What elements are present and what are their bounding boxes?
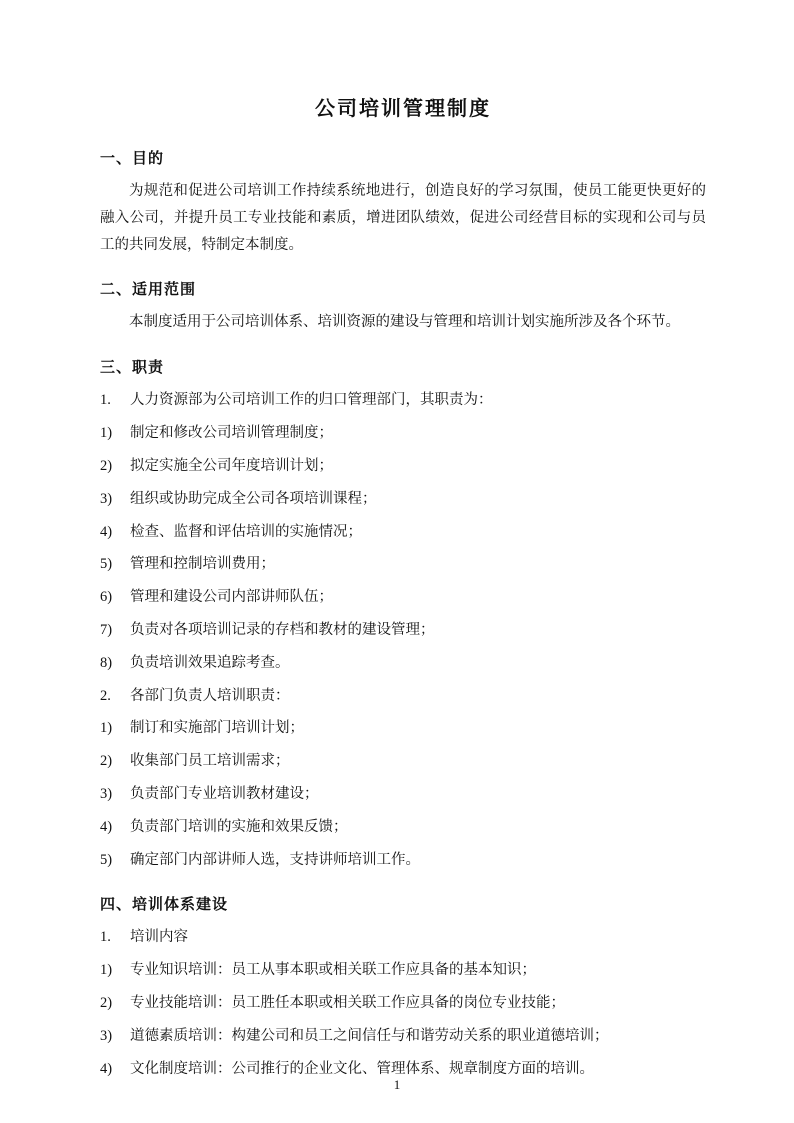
- list-text: 确定部门内部讲师人选，支持讲师培训工作。: [130, 851, 420, 868]
- list-text: 检查、监督和评估培训的实施情况；: [130, 523, 362, 540]
- list-marker: 4): [100, 1060, 113, 1077]
- list-item: [100, 584, 706, 611]
- list-marker: 4): [100, 818, 113, 835]
- list-marker: 7): [100, 621, 113, 638]
- list-marker: 2.: [100, 687, 111, 704]
- list-item: [100, 847, 706, 874]
- list-item: [100, 519, 706, 546]
- list-marker: 6): [100, 589, 113, 606]
- list-text: 负责对各项培训记录的存档和教材的建设管理；: [130, 621, 435, 638]
- list-text: 专业知识培训：员工从事本职或相关联工作应具备的基本知识；: [130, 962, 536, 979]
- list-item: [100, 387, 706, 414]
- section-heading: 一、目的: [100, 151, 165, 167]
- list-marker: 2): [100, 457, 113, 474]
- list-text: 组织或协助完成全公司各项培训课程；: [130, 490, 377, 507]
- list-item: [100, 1023, 706, 1050]
- list-marker: 1.: [100, 392, 111, 409]
- list-text: 负责部门专业培训教材建设；: [130, 786, 319, 802]
- list-text: 负责培训效果追踪考查。: [130, 654, 290, 671]
- document-title: 公司培训管理制度: [315, 98, 491, 120]
- list-marker: 3): [100, 490, 113, 507]
- list-item: [100, 748, 706, 775]
- list-text: 文化制度培训：公司推行的企业文化、管理体系、规章制度方面的培训。: [130, 1060, 594, 1077]
- list-item: [100, 814, 706, 841]
- list-text: 管理和建设公司内部讲师队伍；: [130, 589, 333, 606]
- list-item: [100, 420, 706, 447]
- list-marker: 3): [100, 1027, 113, 1044]
- list-item: [100, 957, 706, 984]
- list-text: 拟定实施全公司年度培训计划；: [130, 457, 333, 474]
- list-item: [100, 453, 706, 480]
- list-item: [100, 617, 706, 644]
- list-marker: 8): [100, 654, 113, 671]
- list-text: 各部门负责人培训职责：: [130, 687, 290, 704]
- list-item: [100, 924, 706, 951]
- paragraph: 为规范和促进公司培训工作持续系统地进行，创造良好的学习氛围，使员工能更快更好的融入公司，并提升员工专业技能和素质，增进团队绩效，促进公司经营目标的实现和公司与员工的共同发展，特制定本制度。: [100, 183, 706, 253]
- list-marker: 5): [100, 851, 113, 868]
- list-text: 管理和控制培训费用；: [130, 556, 275, 573]
- list-text: 收集部门员工培训需求；: [130, 753, 290, 770]
- list-text: 制订和实施部门培训计划；: [130, 720, 304, 737]
- list-marker: 1): [100, 962, 113, 979]
- list-marker: 1): [100, 720, 113, 737]
- paragraph: 本制度适用于公司培训体系、培训资源的建设与管理和培训计划实施所涉及各个环节。: [129, 314, 680, 331]
- list-item: [100, 715, 706, 742]
- list-text: 人力资源部为公司培训工作的归口管理部门，其职责为：: [130, 392, 493, 409]
- list-marker: 2): [100, 753, 113, 770]
- list-marker: 1.: [100, 929, 111, 946]
- list-text: 培训内容: [130, 929, 188, 946]
- list-marker: 4): [100, 523, 113, 540]
- list-item: [100, 551, 706, 578]
- section-heading: 四、培训体系建设: [100, 897, 229, 914]
- list-text: 制定和修改公司培训管理制度；: [130, 425, 333, 442]
- page-number: 1: [393, 1077, 401, 1092]
- list-item: [100, 650, 706, 677]
- list-text: 专业技能培训：员工胜任本职或相关联工作应具备的岗位专业技能；: [130, 995, 565, 1012]
- document-content: [100, 147, 706, 1083]
- section-heading: 三、职责: [100, 360, 165, 377]
- list-text: 负责部门培训的实施和效果反馈；: [130, 818, 348, 835]
- list-item: [100, 486, 706, 513]
- list-marker: 1): [100, 425, 113, 442]
- list-item: [100, 683, 706, 710]
- list-item: [100, 990, 706, 1017]
- list-marker: 3): [100, 786, 113, 802]
- section-heading: 二、适用范围: [100, 282, 197, 299]
- list-marker: 5): [100, 556, 113, 573]
- list-text: 道德素质培训：构建公司和员工之间信任与和谐劳动关系的职业道德培训；: [130, 1027, 609, 1044]
- list-item: [100, 781, 706, 808]
- list-marker: 2): [100, 995, 113, 1012]
